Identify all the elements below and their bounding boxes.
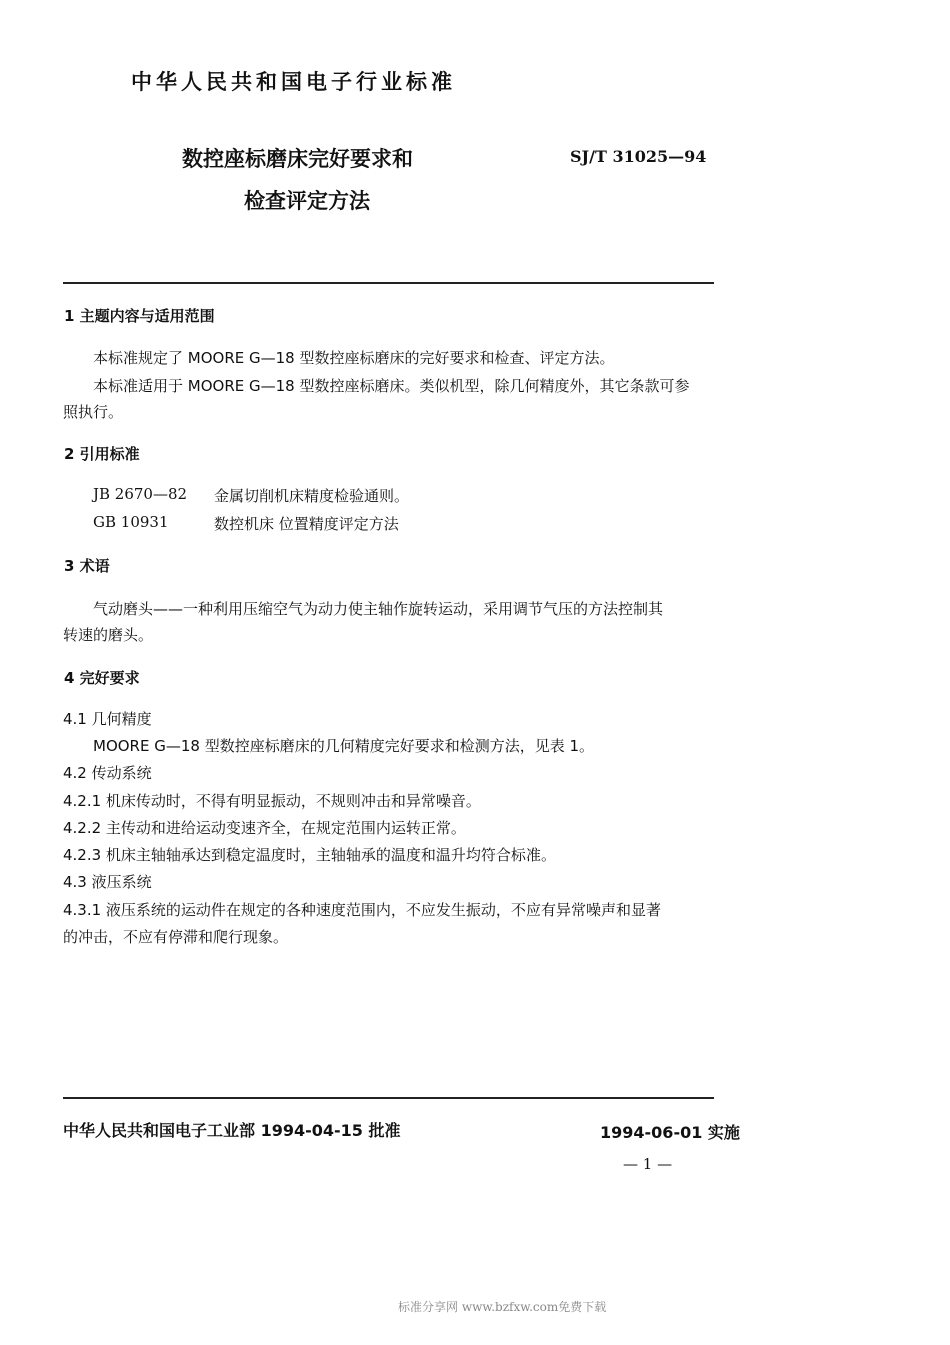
top-rule xyxy=(63,282,714,284)
reference-title: 金属切削机床精度检验通则。 xyxy=(214,487,410,505)
reference-title: 数控机床 位置精度评定方法 xyxy=(214,515,399,533)
doc-title-line2: 检查评定方法 xyxy=(244,189,370,213)
section-4-2-3: 4.2.3 机床主轴轴承达到稳定温度时，主轴轴承的温度和温升均符合标准。 xyxy=(63,846,556,864)
bottom-rule xyxy=(63,1097,714,1099)
reference-code: GB 10931 xyxy=(93,513,169,531)
section-1-heading: 1 主题内容与适用范围 xyxy=(64,307,215,325)
section-3-line-2: 转速的磨头。 xyxy=(63,626,154,644)
doc-title-line1: 数控座标磨床完好要求和 xyxy=(182,147,413,171)
reference-code: JB 2670—82 xyxy=(93,485,188,503)
section-2-heading: 2 引用标准 xyxy=(64,445,140,463)
watermark: 标准分享网 www.bzfxw.com免费下载 xyxy=(398,1300,607,1314)
doc-number: SJ/T 31025—94 xyxy=(570,147,707,166)
section-1-paragraph-1: 本标准规定了 MOORE G—18 型数控座标磨床的完好要求和检查、评定方法。 xyxy=(93,349,615,367)
section-4-2-heading: 4.2 传动系统 xyxy=(63,764,152,782)
section-1-paragraph-2-line-1: 本标准适用于 MOORE G—18 型数控座标磨床。类似机型，除几何精度外，其它条款可参 xyxy=(93,377,690,395)
section-3-heading: 3 术语 xyxy=(64,557,110,575)
org-title: 中华人民共和国电子行业标准 xyxy=(131,70,456,94)
implementation-date: 1994-06-01 实施 xyxy=(600,1123,740,1142)
section-1-paragraph-2-line-2: 照执行。 xyxy=(63,403,124,421)
page-number: — 1 — xyxy=(623,1155,673,1173)
section-4-3-1-line-2: 的冲击，不应有停滞和爬行现象。 xyxy=(63,928,289,946)
section-3-line-1: 气动磨头——一种利用压缩空气为动力使主轴作旋转运动，采用调节气压的方法控制其 xyxy=(93,600,664,618)
section-4-3-1-line-1: 4.3.1 液压系统的运动件在规定的各种速度范围内，不应发生振动，不应有异常噪声和显著 xyxy=(63,901,661,919)
section-4-3-heading: 4.3 液压系统 xyxy=(63,873,152,891)
section-4-1-text: MOORE G—18 型数控座标磨床的几何精度完好要求和检测方法，见表 1。 xyxy=(93,737,595,755)
section-4-heading: 4 完好要求 xyxy=(64,669,140,687)
approval-line: 中华人民共和国电子工业部 1994-04-15 批准 xyxy=(63,1121,401,1140)
section-4-2-2: 4.2.2 主传动和进给运动变速齐全，在规定范围内运转正常。 xyxy=(63,819,466,837)
section-4-2-1: 4.2.1 机床传动时，不得有明显振动，不规则冲击和异常噪音。 xyxy=(63,792,481,810)
section-4-1-heading: 4.1 几何精度 xyxy=(63,710,152,728)
